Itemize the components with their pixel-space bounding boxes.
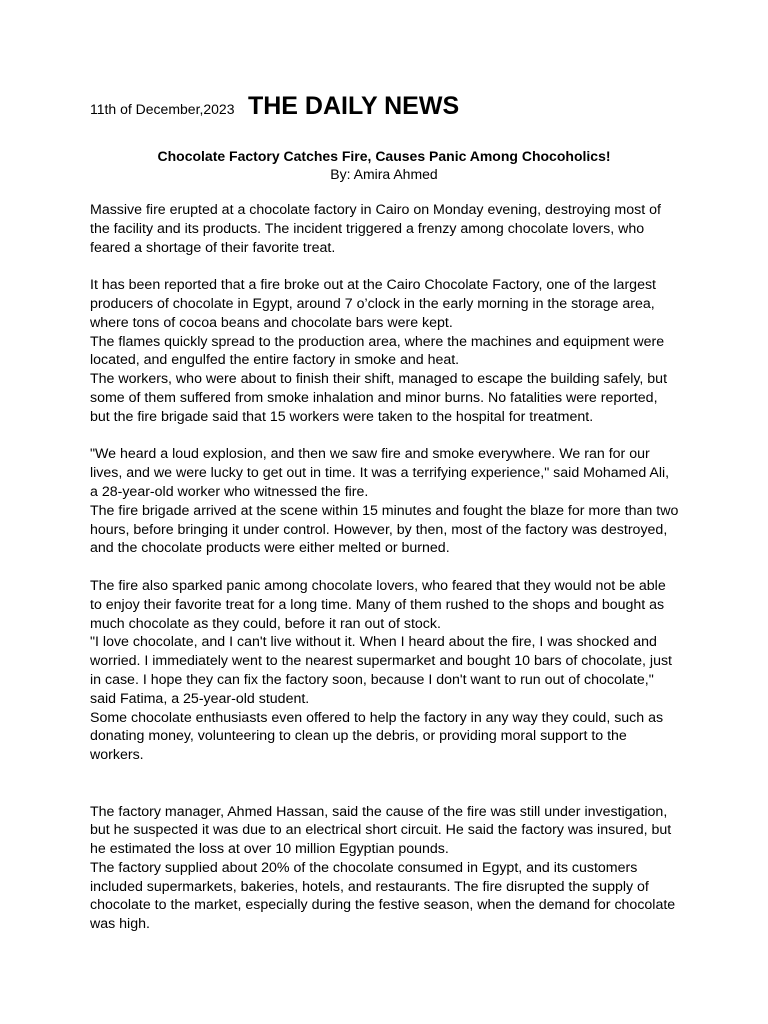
paragraph: The workers, who were about to finish their shift, managed to escape the building safely, but some of them suffered from smoke inhalation and minor burns. No fatalities were reported, but the fire brigade said that 15 workers were taken to the hospital for treatment. (90, 371, 668, 425)
paragraph-spacer (90, 427, 680, 446)
paragraph: The factory supplied about 20% of the chocolate consumed in Egypt, and its customers included supermarkets, bakeries, hotels, and restaurants. The fire disrupted the supply of chocolate to the market, especially during the festive season, when the demand for chocolate was high. (90, 859, 676, 933)
paragraph: The fire also sparked panic among chocolate lovers, who feared that they would not be able to enjoy their favorite treat for a long time. Many of them rushed to the shops and bought as much chocolate as they could, before it ran out of stock. (90, 577, 666, 632)
paragraph: Some chocolate enthusiasts even offered to help the factory in any way they could, such as donating money, volunteering to clean up the debris, or providing moral support to the workers. (90, 709, 664, 764)
paragraph-spacer (90, 558, 680, 577)
paragraph-spacer (90, 765, 680, 803)
headline-block (90, 147, 678, 183)
paragraph: "I love chocolate, and I can't live without it. When I heard about the fire, I was shocked and worried. I immediately went to the nearest supermarket and bought 10 bars of chocolate, just in case. I hope they can fix the factory soon, because I don't want to run out of chocolate," said Fatima, a 25-year-old student. (90, 634, 672, 707)
newspaper-name: THE DAILY NEWS (247, 92, 460, 120)
paragraph: The flames quickly spread to the production area, where the machines and equipment were located, and engulfed the entire factory in smoke and heat. (90, 333, 665, 369)
article-headline: Chocolate Factory Catches Fire, Causes Panic Among Chocoholics! (157, 148, 611, 164)
paragraph: Massive fire erupted at a chocolate factory in Cairo on Monday evening, destroying most of the facility and its products. The incident triggered a frenzy among chocolate lovers, who feared a shortage of their favorite treat. (90, 202, 661, 256)
paragraph: The fire brigade arrived at the scene within 15 minutes and fought the blaze for more than two hours, before bringing it under control. However, by then, most of the factory was destroyed, and the chocolate products were either melted or burned. (90, 502, 679, 557)
masthead (90, 92, 459, 121)
paragraph: It has been reported that a fire broke out at the Cairo Chocolate Factory, one of the largest producers of chocolate in Egypt, around 7 o’clock in the early morning in the storage area, where tons of cocoa beans and chocolate bars were kept. (90, 277, 656, 331)
paragraph: "We heard a loud explosion, and then we saw fire and smoke everywhere. We ran for our lives, and we were lucky to get out in time. It was a terrifying experience," said Mohamed Ali, a 28-year-old worker who witnessed the fire. (90, 446, 670, 500)
article-byline: By: Amira Ahmed (330, 166, 438, 182)
paragraph-spacer (90, 257, 680, 276)
article-body (90, 201, 680, 934)
paragraph: The factory manager, Ahmed Hassan, said the cause of the fire was still under investigation, but he suspected it was due to an electrical short circuit. He said the factory was insured, but he estimated the loss at over 10 million Egyptian pounds. (90, 803, 672, 858)
publication-date: 11th of December,2023 (90, 101, 235, 117)
